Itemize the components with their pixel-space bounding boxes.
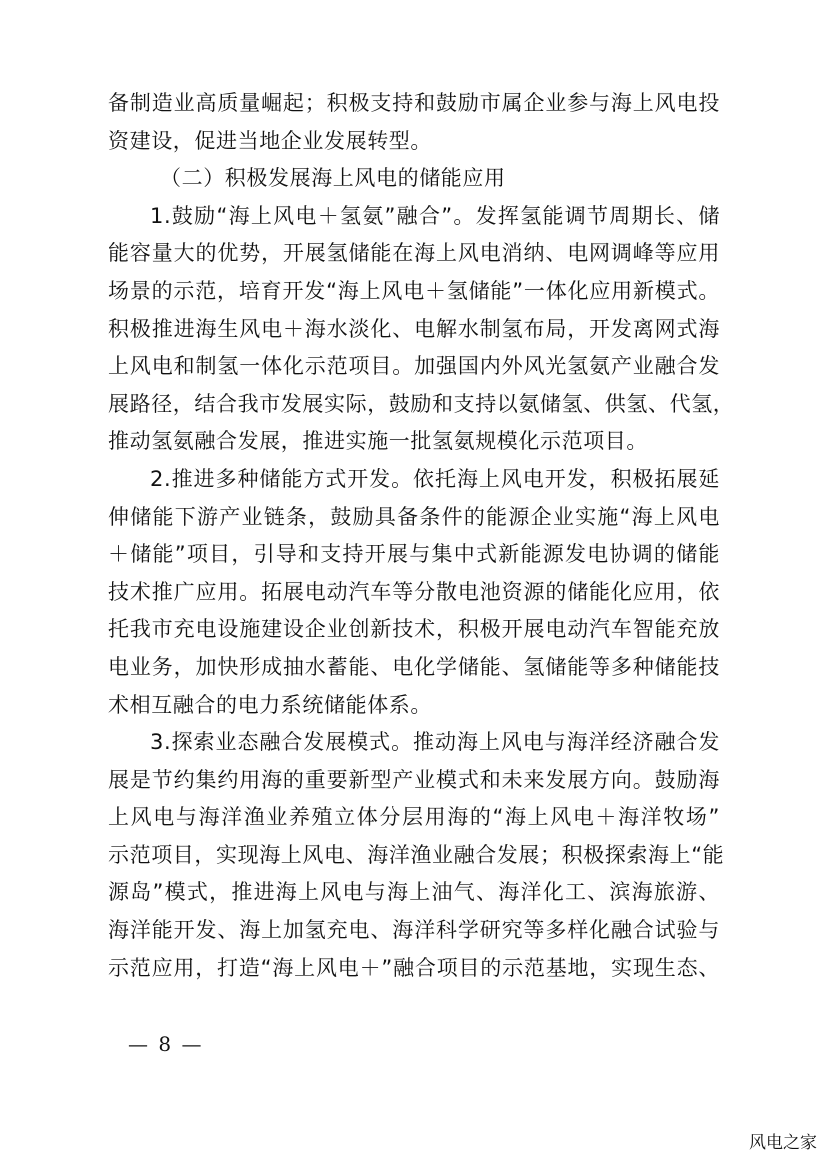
text-line: 示范应用，打造“海上风电＋”融合项目的示范基地，实现生态、 [108, 955, 720, 980]
text-line: 伸储能下游产业链条，鼓励具备条件的能源企业实施“海上风电 [108, 504, 720, 529]
text-line: 源岛”模式，推进海上风电与海上油气、海洋化工、滨海旅游、 [108, 880, 720, 905]
text-line: 资建设，促进当地企业发展转型。 [108, 128, 432, 153]
text-line: 展路径，结合我市发展实际，鼓励和支持以氨储氢、供氢、代氢， [108, 391, 735, 416]
text-line: 术相互融合的电力系统储能体系。 [108, 692, 432, 717]
document-body [108, 85, 735, 987]
text-line: 1.鼓励“海上风电＋氢氨”融合”。发挥氢能调节周期长、储 [150, 203, 720, 228]
watermark: 风电之家 [749, 1133, 817, 1153]
section-heading: （二）积极发展海上风电的储能应用 [160, 166, 506, 191]
text-line: 3.探索业态融合发展模式。推动海上风电与海洋经济融合发 [150, 730, 720, 755]
text-line: 示范项目，实现海上风电、海洋渔业融合发展；积极探索海上“能 [108, 842, 725, 867]
text-line: 展是节约集约用海的重要新型产业模式和未来发展方向。鼓励海 [108, 767, 720, 792]
text-line: 场景的示范，培育开发“海上风电＋氢储能”一体化应用新模式。 [108, 278, 720, 303]
text-line: 海洋能开发、海上加氢充电、海洋科学研究等多样化融合试验与 [108, 918, 720, 943]
text-line: 推动氢氨融合发展，推进实施一批氢氨规模化示范项目。 [108, 429, 648, 454]
text-line: 2.推进多种储能方式开发。依托海上风电开发，积极拓展延 [150, 466, 720, 491]
text-line: ＋储能”项目，引导和支持开展与集中式新能源发电协调的储能 [108, 542, 720, 567]
page-number: — 8 — [128, 1032, 204, 1056]
text-line: 积极推进海生风电＋海水淡化、电解水制氢布局，开发离网式海 [108, 316, 720, 341]
text-line: 上风电和制氢一体化示范项目。加强国内外风光氢氨产业融合发 [108, 354, 720, 379]
text-line: 电业务，加快形成抽水蓄能、电化学储能、氢储能等多种储能技 [108, 654, 720, 679]
text-line: 托我市充电设施建设企业创新技术，积极开展电动汽车智能充放 [108, 617, 720, 642]
text-line: 备制造业高质量崛起；积极支持和鼓励市属企业参与海上风电投 [108, 91, 720, 115]
text-line: 能容量大的优势，开展氢储能在海上风电消纳、电网调峰等应用 [108, 241, 720, 266]
text-line: 上风电与海洋渔业养殖立体分层用海的“海上风电＋海洋牧场” [108, 805, 720, 830]
text-line: 技术推广应用。拓展电动汽车等分散电池资源的储能化应用，依 [108, 579, 720, 604]
